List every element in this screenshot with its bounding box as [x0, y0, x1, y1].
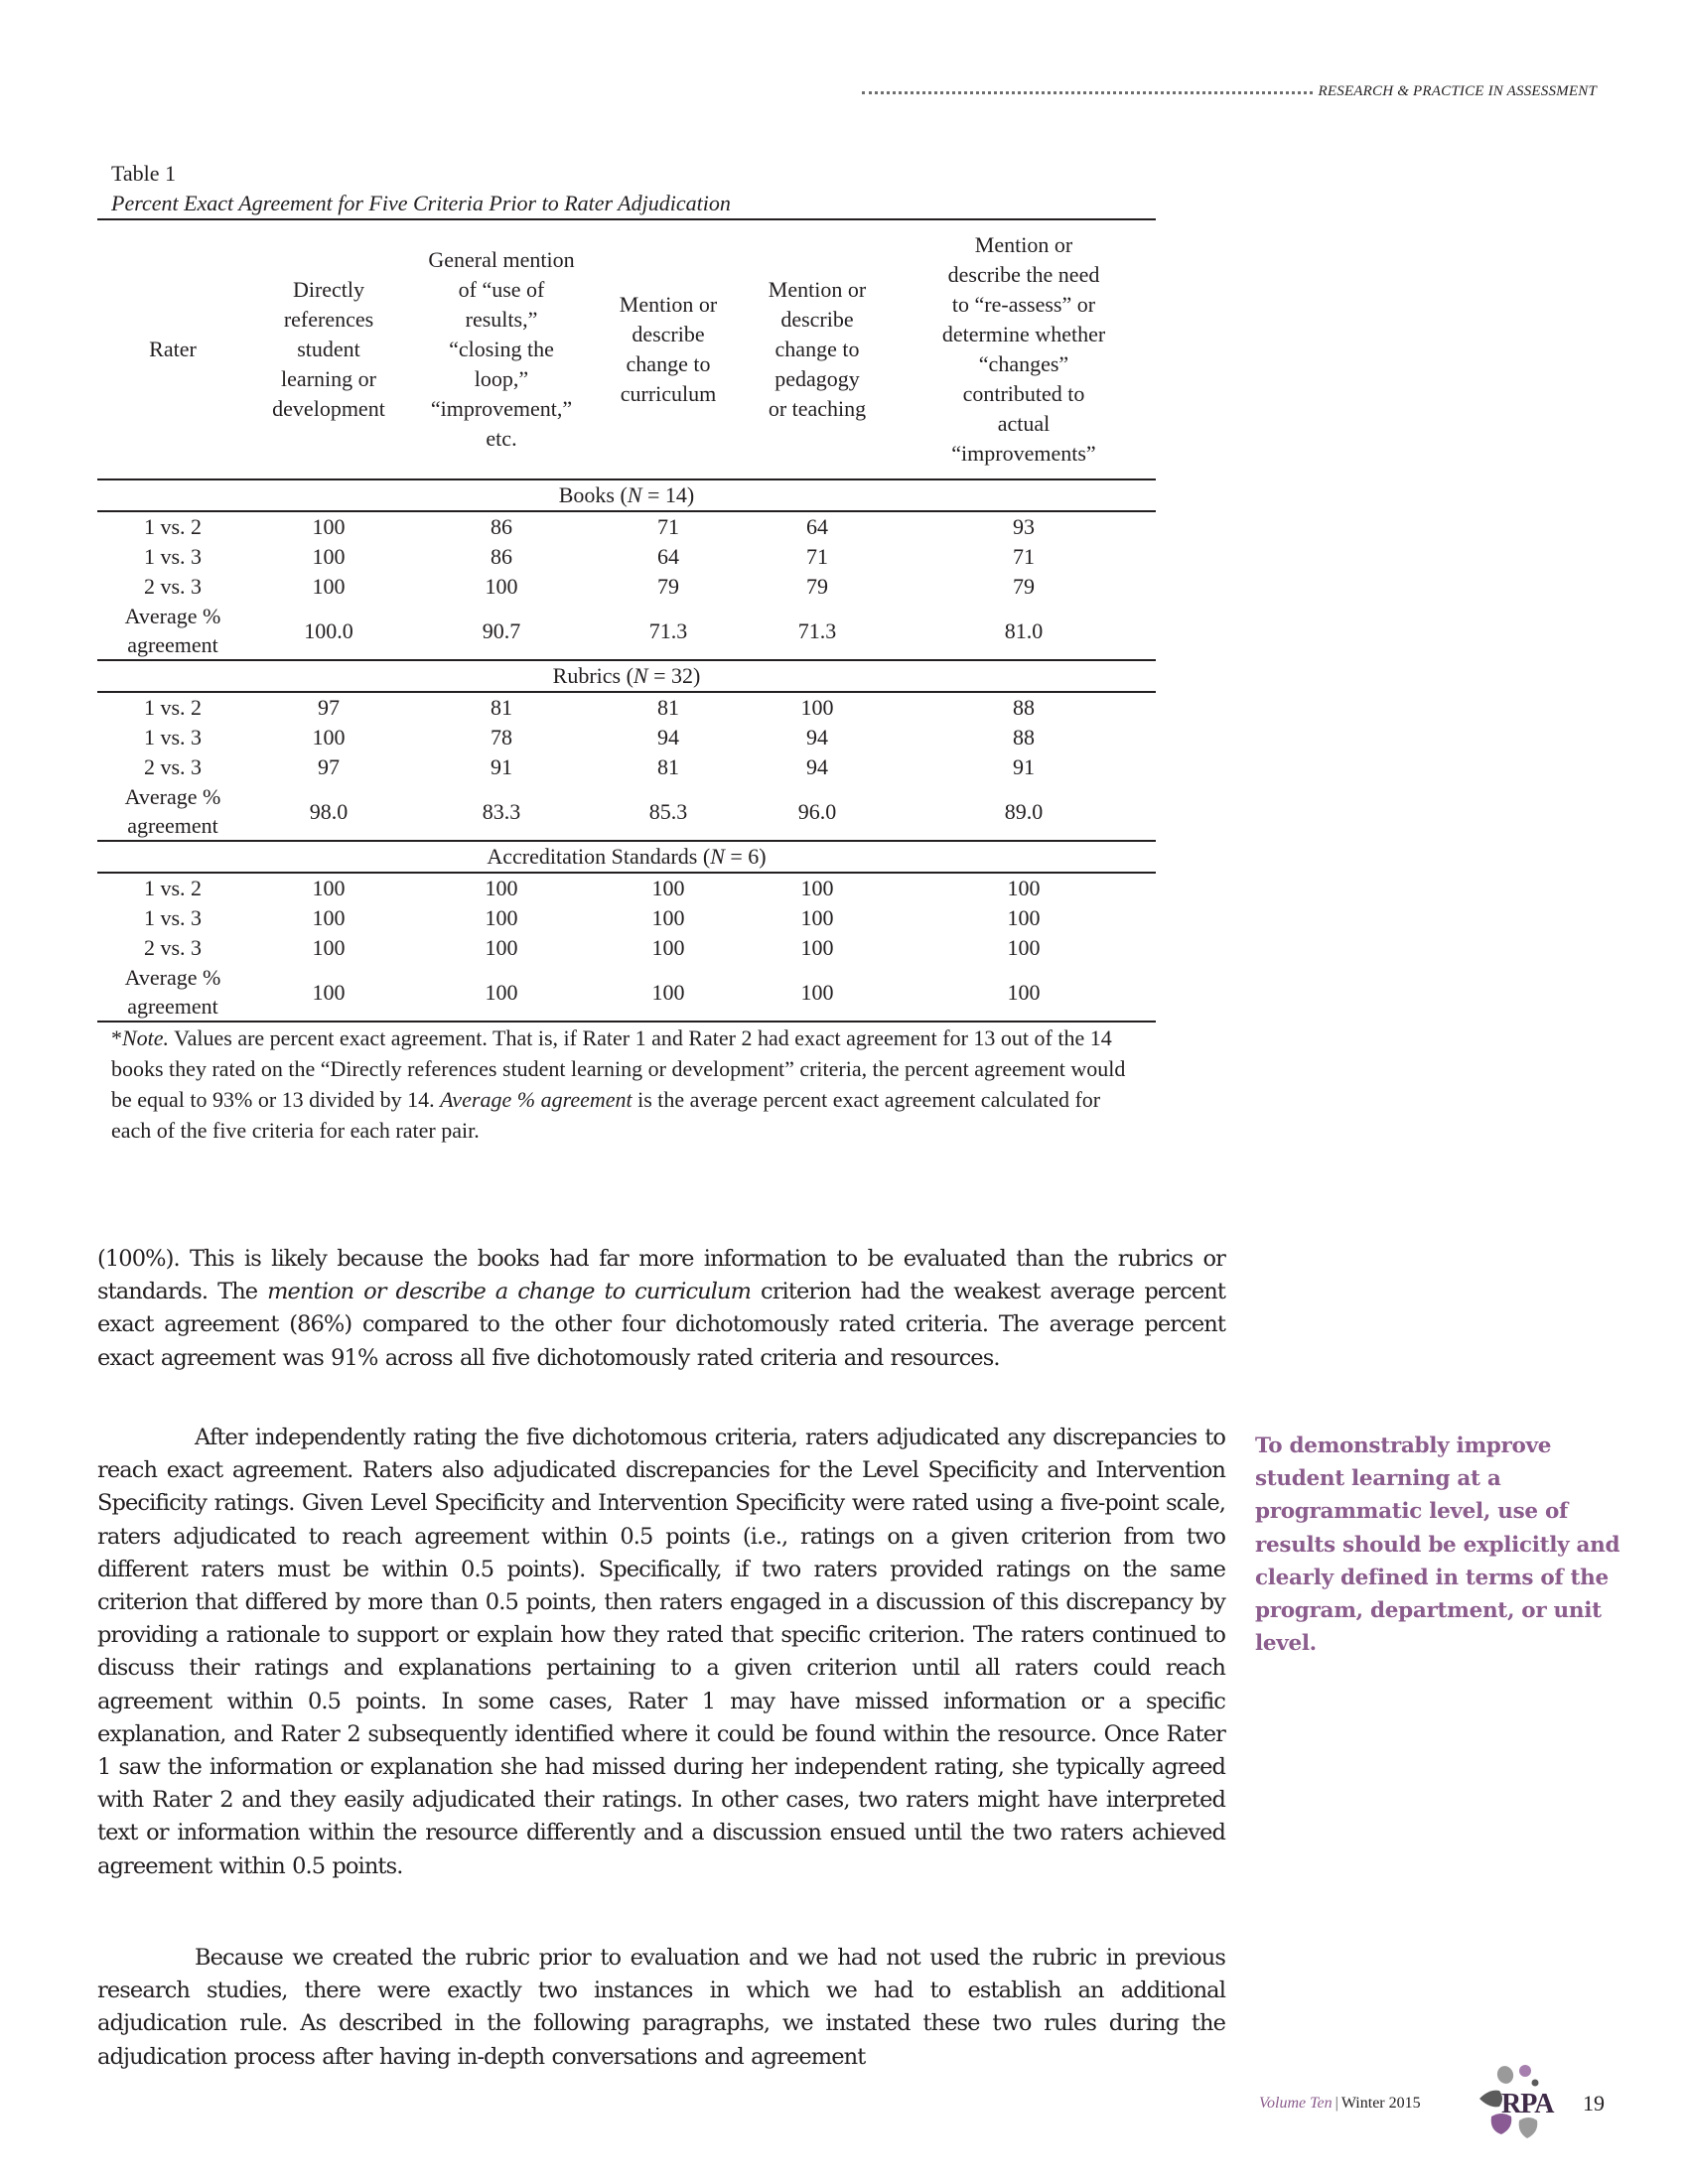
agreement-value-cell: 81.0: [1004, 617, 1044, 643]
agreement-value-cell: 81: [657, 695, 679, 720]
agreement-value-cell: 91: [491, 754, 512, 779]
rater-pair-cell: 2 vs. 3: [143, 935, 203, 960]
journal-title: RESEARCH & PRACTICE IN ASSESSMENT: [1318, 82, 1597, 99]
agreement-value-cell: 81: [491, 695, 512, 720]
agreement-value-cell: 88: [1013, 725, 1035, 750]
agreement-value-cell: 79: [657, 574, 679, 599]
agreement-value-cell: 83.3: [482, 798, 521, 824]
agreement-value-cell: 100: [1007, 905, 1041, 930]
agreement-value-cell: 89.0: [1004, 798, 1044, 824]
column-header-student-learning: Directly references student learning or development: [272, 277, 385, 421]
column-header-rater: Rater: [149, 337, 197, 361]
agreement-value-cell: 100: [892, 963, 1156, 1022]
agreement-value-cell: 100: [409, 963, 594, 1022]
para1-text-a: (100%). This is likely because the books had far more information to be evaluated than the rubrics or standards. The: [97, 1246, 1225, 1305]
body-paragraph-3: [97, 1942, 1225, 2088]
note-italic-term: Average % agreement: [440, 1087, 633, 1112]
rater-pair-cell: 2 vs. 3: [143, 754, 203, 779]
agreement-value-cell: 71.3: [648, 617, 688, 643]
agreement-value-cell: 64: [657, 544, 679, 569]
note-label: Note.: [122, 1025, 170, 1050]
page-number: 19: [1583, 2091, 1605, 2116]
table-row: [97, 692, 1156, 723]
table-1: [97, 159, 1156, 1146]
agreement-value-cell: 71.3: [797, 617, 837, 643]
agreement-value-cell: 100: [1007, 935, 1041, 960]
agreement-value-cell: 97: [318, 695, 340, 720]
agreement-value-cell: 100.0: [304, 617, 353, 643]
group-header-row: [97, 660, 1156, 692]
agreement-value-cell: 100: [1007, 876, 1041, 900]
agreement-value-cell: 100: [594, 963, 743, 1022]
agreement-table: [97, 218, 1156, 1023]
season-label: Winter 2015: [1340, 2095, 1421, 2112]
agreement-value-cell: 86: [491, 544, 512, 569]
agreement-value-cell: 100: [485, 905, 518, 930]
table-body: [97, 479, 1156, 1022]
rater-pair-cell: 1 vs. 2: [143, 514, 203, 539]
agreement-value-cell: 86: [491, 514, 512, 539]
group-header-row: [97, 841, 1156, 873]
para3-text: Because we created the rubric prior to evaluation and we had not used the rubric in previous research studies, there were exactly two instances in which we had to establish an additional adjudication rule. As described in the following paragraphs, we instated these two rules during the adjudication process after having in-depth conversations and agreement: [97, 1945, 1225, 2070]
running-header: [862, 81, 1597, 101]
agreement-value-cell: 100: [800, 905, 834, 930]
agreement-value-cell: 71: [657, 514, 679, 539]
table-row: [97, 602, 1156, 660]
column-header-pedagogy: Mention or describe change to pedagogy or teaching: [768, 277, 867, 421]
agreement-value-cell: 96.0: [797, 798, 837, 824]
table-label: Table 1: [111, 161, 177, 186]
agreement-value-cell: 100: [651, 876, 685, 900]
rater-pair-cell: 1 vs. 3: [143, 725, 203, 750]
agreement-value-cell: 71: [1013, 544, 1035, 569]
group-title: Accreditation Standards (N = 6): [97, 841, 1156, 873]
agreement-value-cell: 100: [312, 905, 346, 930]
agreement-value-cell: 85.3: [648, 798, 688, 824]
table-row: [97, 723, 1156, 752]
rater-pair-cell: 1 vs. 3: [143, 544, 203, 569]
note-text-2: is the average percent exact agreement calculated for each of the five criteria for each rater pair.: [111, 1087, 1101, 1143]
table-row: [97, 933, 1156, 963]
rater-pair-cell: 1 vs. 2: [143, 876, 203, 900]
body-paragraph-2: [97, 1422, 1225, 1897]
rater-pair-cell: Average % agreement: [124, 604, 221, 657]
note-star: *: [111, 1025, 122, 1050]
footer-separator: |: [1335, 2095, 1338, 2112]
table-header-row: [97, 219, 1156, 479]
column-header-curriculum: Mention or describe change to curriculum: [619, 292, 718, 406]
rater-pair-cell: 1 vs. 3: [143, 905, 203, 930]
agreement-value-cell: 94: [657, 725, 679, 750]
table-row: [97, 963, 1156, 1022]
agreement-value-cell: 81: [657, 754, 679, 779]
agreement-value-cell: 100: [743, 963, 892, 1022]
agreement-value-cell: 100: [312, 514, 346, 539]
group-title: Books (N = 14): [97, 479, 1156, 511]
dotted-rule: [862, 91, 1313, 94]
agreement-value-cell: 100: [800, 876, 834, 900]
group-title: Rubrics (N = 32): [97, 660, 1156, 692]
table-row: [97, 782, 1156, 841]
agreement-value-cell: 64: [806, 514, 828, 539]
table-note: [111, 1023, 1144, 1146]
rpa-logo-text: RPA: [1501, 2089, 1554, 2119]
agreement-value-cell: 79: [1013, 574, 1035, 599]
agreement-value-cell: 93: [1013, 514, 1035, 539]
para2-text: After independently rating the five dichotomous criteria, raters adjudicated any discrepancies to reach exact agreement. Raters also adjudicated discrepancies for the Level Specificity and Intervention Specificity ratings. Given Level Specificity and Intervention Specificity were rated using a five-point scale, raters adjudicated to reach agreement within 0.5 points (i.e., ratings on a given criterion from two different raters must be within 0.5 points). Specifically, if two raters provided ratings on the same criterion that differed by more than 0.5 points, then raters engaged in a discussion of this discrepancy by providing a rationale to support or explain how they rated that specific criterion. The raters continued to discuss their ratings and explanations pertaining to a given criterion until all raters could reach agreement within 0.5 points. In some cases, Rater 1 may have missed information or a specific explanation, and Rater 2 subsequently identified where it could be found within the resource. Once Rater 1 saw the information or explanation she had missed during her independent rating, she typically agreed with Rater 2 and they easily adjudicated their ratings. In other cases, two raters might have interpreted text or information within the resource differently and a discussion ensued until the two raters achieved agreement within 0.5 points.: [97, 1425, 1225, 1879]
group-header-row: [97, 479, 1156, 511]
table-caption: Percent Exact Agreement for Five Criteria Prior to Rater Adjudication: [111, 191, 731, 215]
agreement-value-cell: 100: [312, 876, 346, 900]
agreement-value-cell: 78: [491, 725, 512, 750]
column-header-reassess: Mention or describe the need to “re-assess” or determine whether “changes” contributed to actual “improvements”: [941, 232, 1106, 466]
agreement-value-cell: 97: [318, 754, 340, 779]
agreement-value-cell: 100: [312, 544, 346, 569]
rater-pair-cell: Average % agreement: [124, 784, 221, 838]
note-text-1: Values are percent exact agreement. That is, if Rater 1 and Rater 2 had exact agreement for 13 out of the 14 books they rated on the “Directly references student learning or development” criteria, the percent agreement would be equal to 93% or 13 divided by 14.: [111, 1025, 1126, 1112]
column-header-use-of-results: General mention of “use of results,” “closing the loop,” “improvement,” etc.: [428, 247, 575, 451]
agreement-value-cell: 90.7: [482, 617, 521, 643]
agreement-value-cell: 88: [1013, 695, 1035, 720]
agreement-value-cell: 79: [806, 574, 828, 599]
agreement-value-cell: 100: [312, 935, 346, 960]
rater-pair-cell: Average % agreement: [97, 963, 248, 1022]
para1-italic-criterion: mention or describe a change to curriculum: [267, 1279, 752, 1305]
table-row: [97, 511, 1156, 542]
rater-pair-cell: 2 vs. 3: [143, 574, 203, 599]
agreement-value-cell: 100: [485, 574, 518, 599]
agreement-value-cell: 98.0: [309, 798, 349, 824]
volume-label: Volume Ten: [1259, 2095, 1333, 2112]
table-row: [97, 752, 1156, 782]
para1-text-b: criterion had the weakest average percent exact agreement (86%) compared to the other four dichotomously rated criteria. The average percent exact agreement was 91% across all five dichotomously rated criteria and resources.: [97, 1279, 1225, 1371]
page-footer: [1253, 2061, 1611, 2130]
rater-pair-cell: 1 vs. 2: [143, 695, 203, 720]
agreement-value-cell: 94: [806, 754, 828, 779]
agreement-value-cell: 91: [1013, 754, 1035, 779]
agreement-value-cell: 100: [312, 725, 346, 750]
agreement-value-cell: 94: [806, 725, 828, 750]
agreement-value-cell: 100: [800, 695, 834, 720]
rpa-logo: [1476, 2061, 1571, 2140]
agreement-value-cell: 100: [248, 963, 409, 1022]
table-row: [97, 542, 1156, 572]
agreement-value-cell: 100: [800, 935, 834, 960]
table-row: [97, 572, 1156, 602]
issue-info: [1259, 2095, 1421, 2113]
agreement-value-cell: 100: [485, 935, 518, 960]
agreement-value-cell: 100: [651, 905, 685, 930]
table-row: [97, 903, 1156, 933]
agreement-value-cell: 71: [806, 544, 828, 569]
table-row: [97, 873, 1156, 903]
agreement-value-cell: 100: [312, 574, 346, 599]
pull-quote: To demonstrably improve student learning at a programmatic level, use of results should be explicitly and clearly defined in terms of the program, department, or unit level.: [1255, 1433, 1620, 1657]
agreement-value-cell: 100: [485, 876, 518, 900]
body-paragraph-1: [97, 1243, 1225, 1389]
agreement-value-cell: 100: [651, 935, 685, 960]
